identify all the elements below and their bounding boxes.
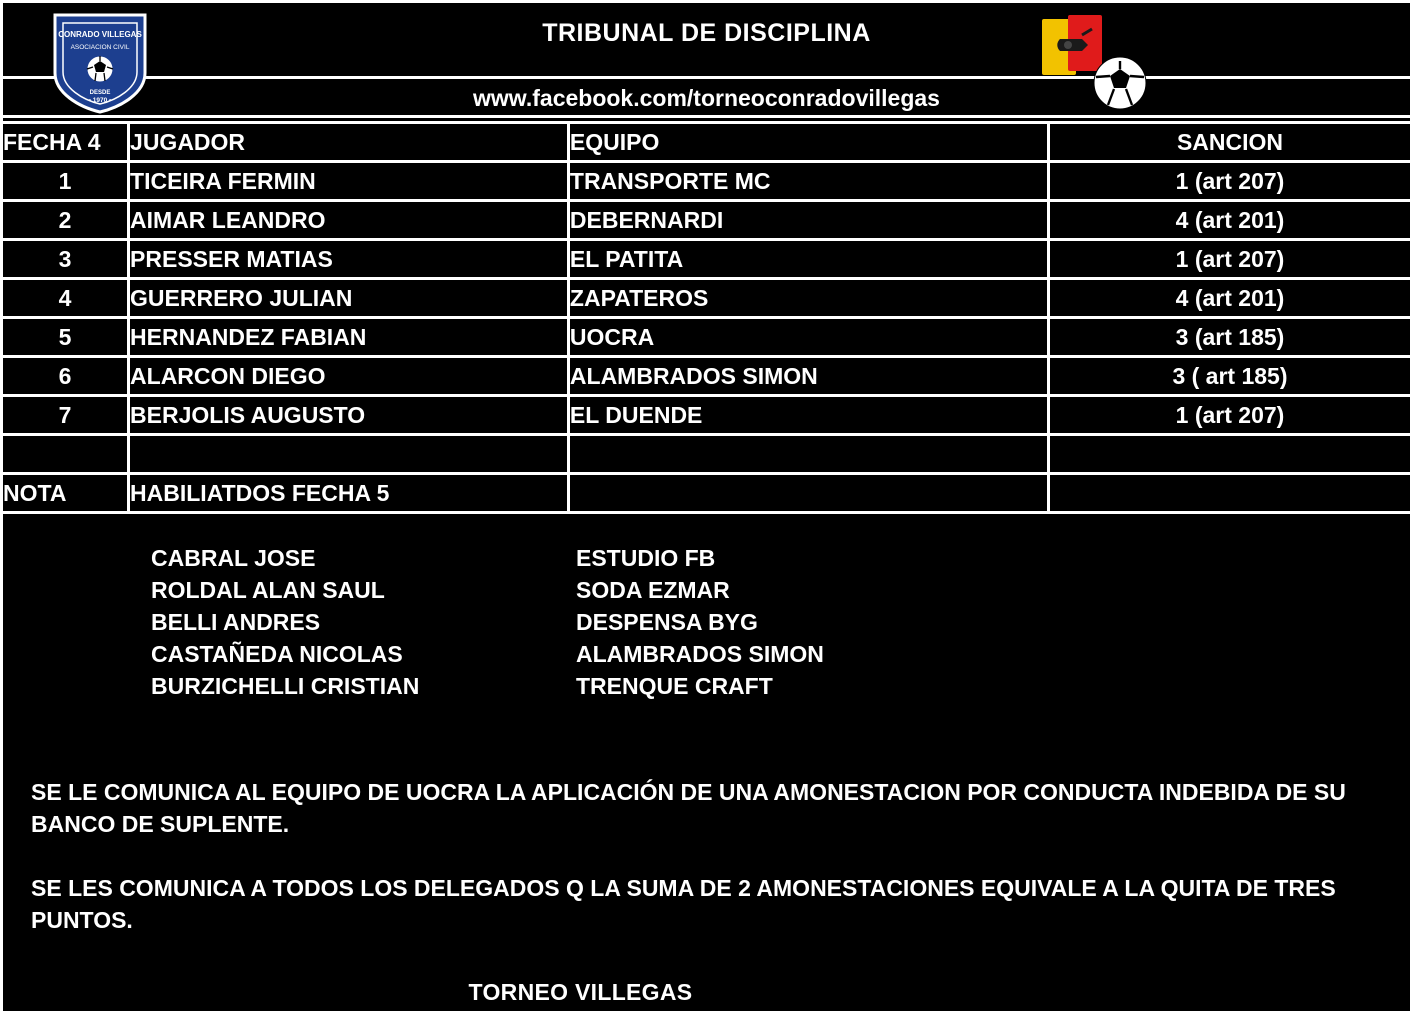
page-title: TRIBUNAL DE DISCIPLINA (542, 19, 871, 47)
player-name: ALARCON DIEGO (129, 357, 569, 396)
habilitado-player: CASTAÑEDA NICOLAS (151, 641, 403, 667)
table-row (3, 162, 1410, 201)
sanctions-table (3, 121, 1410, 514)
empty-cell (1048, 435, 1410, 474)
sanction-value: 4 (art 201) (1048, 279, 1410, 318)
team-name: UOCRA (568, 318, 1048, 357)
header-title-row (3, 3, 1410, 79)
player-name: PRESSER MATIAS (129, 240, 569, 279)
empty-cell (568, 435, 1048, 474)
list-item (151, 670, 1410, 702)
team-name: DEBERNARDI (568, 201, 1048, 240)
column-header-sancion: SANCION (1048, 123, 1410, 162)
habilitados-list (3, 542, 1410, 702)
player-name: HERNANDEZ FABIAN (129, 318, 569, 357)
facebook-url[interactable]: www.facebook.com/torneoconradovillegas (473, 85, 940, 111)
sanction-value: 4 (art 201) (1048, 201, 1410, 240)
page-header (3, 3, 1410, 121)
habilitado-team: DESPENSA BYG (576, 609, 758, 635)
habilitado-team: TRENQUE CRAFT (576, 673, 773, 699)
sanction-value: 1 (art 207) (1048, 240, 1410, 279)
player-name: TICEIRA FERMIN (129, 162, 569, 201)
note-label: NOTA (3, 474, 129, 513)
player-name: GUERRERO JULIAN (129, 279, 569, 318)
sanction-value: 3 (art 185) (1048, 318, 1410, 357)
list-item (151, 574, 1410, 606)
habilitado-player: BURZICHELLI CRISTIAN (151, 673, 420, 699)
empty-cell (3, 435, 129, 474)
row-number: 7 (3, 396, 129, 435)
note-sanction (1048, 474, 1410, 513)
club-crest-icon (51, 11, 149, 115)
habilitado-player: BELLI ANDRES (151, 609, 321, 635)
row-number: 1 (3, 162, 129, 201)
sanction-value: 3 ( art 185) (1048, 357, 1410, 396)
sanction-value: 1 (art 207) (1048, 162, 1410, 201)
sanction-value: 1 (art 207) (1048, 396, 1410, 435)
table-header-row (3, 123, 1410, 162)
list-item (151, 542, 1410, 574)
list-item (151, 638, 1410, 670)
team-name: TRANSPORTE MC (568, 162, 1048, 201)
note-team (568, 474, 1048, 513)
table-row (3, 318, 1410, 357)
habilitado-team: SODA EZMAR (576, 577, 730, 603)
column-header-jugador: JUGADOR (129, 123, 569, 162)
habilitado-player: CABRAL JOSE (151, 545, 316, 571)
player-name: AIMAR LEANDRO (129, 201, 569, 240)
table-row-empty (3, 435, 1410, 474)
note-paragraph-2: SE LES COMUNICA A TODOS LOS DELEGADOS Q LA SUMA DE 2 AMONESTACIONES EQUIVALE A LA QUITA DE TRES PUNTOS. (31, 875, 1336, 933)
column-header-equipo: EQUIPO (568, 123, 1048, 162)
referee-cards-icon (1038, 13, 1148, 118)
team-name: EL PATITA (568, 240, 1048, 279)
team-name: ZAPATEROS (568, 279, 1048, 318)
table-row (3, 357, 1410, 396)
table-row (3, 279, 1410, 318)
header-url-row (3, 79, 1410, 118)
svg-text:• 1970 •: • 1970 • (88, 97, 112, 104)
note-text: HABILIATDOS FECHA 5 (129, 474, 569, 513)
row-number: 4 (3, 279, 129, 318)
player-name: BERJOLIS AUGUSTO (129, 396, 569, 435)
row-number: 3 (3, 240, 129, 279)
svg-text:DESDE: DESDE (89, 90, 111, 96)
spacer (31, 840, 1370, 872)
notes-section (3, 776, 1410, 1008)
team-name: EL DUENDE (568, 396, 1048, 435)
row-number: 2 (3, 201, 129, 240)
table-row (3, 240, 1410, 279)
svg-text:CONRADO VILLEGAS: CONRADO VILLEGAS (58, 30, 142, 39)
habilitado-team: ALAMBRADOS SIMON (576, 641, 824, 667)
row-number: 5 (3, 318, 129, 357)
note-paragraph-1: SE LE COMUNICA AL EQUIPO DE UOCRA LA APLICACIÓN DE UNA AMONESTACION POR CONDUCTA INDEBIDA DE SU BANCO DE SUPLENTE. (31, 779, 1346, 837)
row-number: 6 (3, 357, 129, 396)
habilitado-player: ROLDAL ALAN SAUL (151, 577, 385, 603)
signature: TORNEO VILLEGAS (468, 979, 693, 1005)
table-row (3, 201, 1410, 240)
table-row (3, 396, 1410, 435)
svg-text:ASOCIACION CIVIL: ASOCIACION CIVIL (70, 44, 130, 51)
list-item (151, 606, 1410, 638)
column-header-fecha: FECHA 4 (3, 123, 129, 162)
empty-cell (129, 435, 569, 474)
team-name: ALAMBRADOS SIMON (568, 357, 1048, 396)
table-row-note (3, 474, 1410, 513)
habilitado-team: ESTUDIO FB (576, 545, 716, 571)
